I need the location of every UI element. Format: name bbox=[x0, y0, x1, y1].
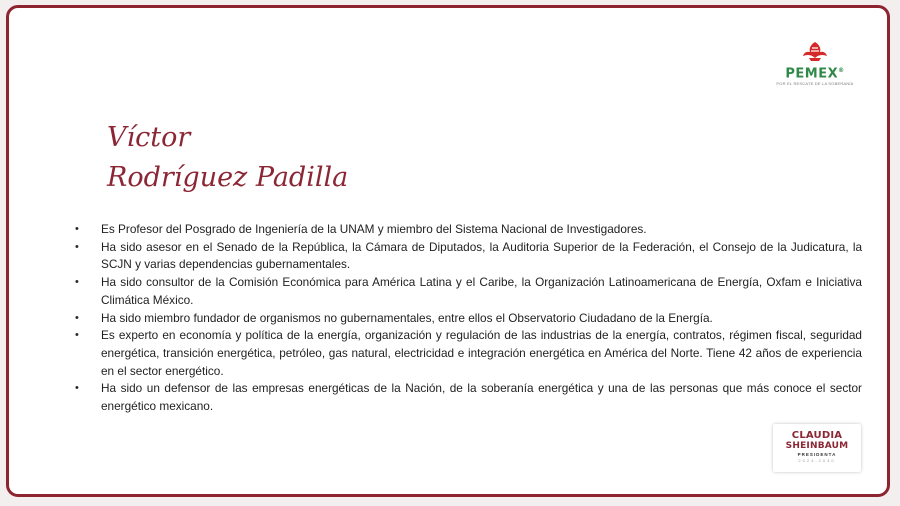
bullet-icon: • bbox=[75, 223, 79, 235]
slide-frame bbox=[6, 5, 890, 497]
pemex-tagline: POR EL RESCATE DE LA SOBERANÍA bbox=[776, 81, 854, 87]
title-first-name: Víctor bbox=[107, 122, 191, 153]
bullet-icon: • bbox=[75, 240, 79, 253]
list-item: • Ha sido un defensor de las empresas energéticas de la Nación, de la soberanía energética y una de las personas que más conoce el sector energético mexicano. bbox=[75, 381, 862, 414]
list-item: • Ha sido miembro fundador de organismos no gubernamentales, entre ellos el Observatorio Ciudadano de la Energía. bbox=[69, 310, 862, 328]
pemex-eagle-icon bbox=[800, 40, 830, 64]
page-title bbox=[107, 118, 348, 198]
bullet-icon: • bbox=[75, 329, 79, 342]
list-item: • Es Profesor del Posgrado de Ingeniería de la UNAM y miembro del Sistema Nacional de Investigadores. bbox=[69, 221, 862, 239]
bullet-icon: • bbox=[75, 276, 79, 289]
bullet-icon: • bbox=[75, 311, 79, 324]
campaign-logo: CLAUDIA SHEINBAUM PRESIDENTA 2024-2030 bbox=[773, 424, 861, 472]
pemex-logo bbox=[773, 40, 857, 92]
bio-list bbox=[69, 221, 862, 416]
bullet-icon: • bbox=[75, 382, 79, 395]
pemex-wordmark: PEMEX® bbox=[785, 66, 845, 82]
title-last-name: Rodríguez Padilla bbox=[107, 162, 349, 193]
list-item: • Ha sido asesor en el Senado de la República, la Cámara de Diputados, la Auditoria Superior de la Federación, el Consejo de la Judicatura, la SCJN y varias dependencias gubernamentales. bbox=[75, 239, 862, 272]
list-item: • Es experto en economía y política de la energía, organización y regulación de las industrias de la energía, contratos, régimen fiscal, seguridad energética, transición energética, petróleo, gas natural, electricidad e integración energética en América del Norte. Tiene 42 años de experiencia en el sector energético. bbox=[75, 328, 862, 378]
list-item: • Ha sido consultor de la Comisión Económica para América Latina y el Caribe, la Organización Latinoamericana de Energía, Oxfam e Iniciativa Climática México. bbox=[75, 275, 862, 307]
